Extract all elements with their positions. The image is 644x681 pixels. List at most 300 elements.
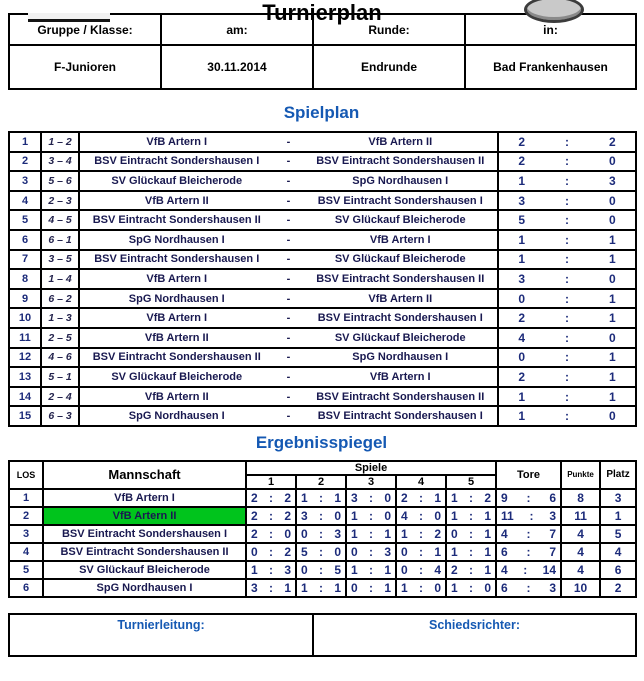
game-cell — [446, 525, 496, 543]
punkte-value: 10 — [561, 579, 600, 597]
team-separator: - — [286, 390, 291, 403]
game-colon: : — [469, 526, 474, 541]
game-colon: : — [419, 562, 423, 577]
info-header-in: in: — [465, 14, 636, 45]
game-away-goals: 0 — [434, 508, 441, 523]
home-team: SpG Nordhausen I — [128, 233, 225, 246]
tore-cell — [496, 489, 561, 507]
los-number: 4 — [9, 543, 43, 561]
team-separator: - — [286, 292, 291, 305]
away-score: 1 — [608, 311, 616, 326]
match-pairing: 3 – 5 — [41, 250, 79, 270]
spielplan-match-row — [9, 230, 636, 250]
away-team: BSV Eintracht Sondershausen I — [317, 410, 483, 423]
game-away-goals: 1 — [484, 526, 492, 541]
game-home-goals: 2 — [451, 562, 458, 577]
away-team: BSV Eintracht Sondershausen II — [316, 155, 485, 168]
away-team: VfB Artern I — [369, 233, 431, 246]
los-number: 2 — [9, 507, 43, 525]
team-cell: VfB Artern II — [43, 507, 246, 525]
home-score: 0 — [518, 350, 525, 365]
away-team: BSV Eintracht Sondershausen I — [317, 312, 483, 325]
team-separator: - — [286, 410, 291, 423]
los-number: 5 — [9, 561, 43, 579]
game-colon: : — [269, 508, 273, 523]
platz-value: 2 — [600, 579, 636, 597]
game-home-goals: 1 — [451, 508, 458, 523]
tore-cell — [496, 543, 561, 561]
team-separator: - — [286, 174, 291, 187]
spielplan-match-row — [9, 210, 636, 230]
spielplan-body — [9, 132, 636, 426]
tore-cell — [496, 561, 561, 579]
punkte-value: 11 — [561, 507, 600, 525]
match-number: 1 — [9, 132, 41, 152]
game-colon: : — [369, 562, 373, 577]
game2-header: 2 — [296, 475, 346, 489]
away-team: SpG Nordhausen I — [352, 351, 449, 364]
game-home-goals: 2 — [251, 526, 258, 541]
tore-home: 4 — [501, 526, 508, 541]
game-away-goals: 4 — [434, 562, 441, 577]
game-colon: : — [419, 490, 423, 505]
spielplan-match-row — [9, 269, 636, 289]
home-team: SV Glückauf Bleicherode — [111, 174, 243, 187]
match-pairing: 1 – 2 — [41, 132, 79, 152]
game-cell — [246, 543, 296, 561]
game-home-goals: 1 — [351, 562, 358, 577]
game-home-goals: 1 — [301, 580, 308, 595]
team-cell: VfB Artern I — [43, 489, 246, 507]
spielplan-match-row — [9, 367, 636, 387]
info-value-in: Bad Frankenhausen — [465, 45, 636, 89]
spielplan-match-row — [9, 328, 636, 348]
match-pairing: 4 – 6 — [41, 348, 79, 368]
tore-away: 7 — [549, 544, 557, 559]
mannschaft-header: Mannschaft — [43, 461, 246, 489]
home-score: 3 — [518, 271, 525, 286]
game-home-goals: 3 — [351, 490, 358, 505]
game-cell — [246, 561, 296, 579]
home-score: 1 — [518, 389, 525, 404]
tore-cell — [496, 507, 561, 525]
game-away-goals: 1 — [284, 580, 291, 595]
game-home-goals: 1 — [401, 526, 408, 541]
game-home-goals: 1 — [351, 508, 358, 523]
ergebnisspiegel-table — [8, 460, 637, 598]
game-cell — [296, 561, 346, 579]
game-colon: : — [419, 526, 423, 541]
game-colon: : — [469, 544, 474, 559]
page-title: Turnierplan — [262, 0, 382, 25]
spiele-header: Spiele — [246, 461, 496, 475]
game-colon: : — [469, 580, 474, 595]
game-home-goals: 1 — [451, 544, 458, 559]
game-home-goals: 1 — [301, 490, 308, 505]
tore-away: 3 — [549, 580, 557, 595]
game-home-goals: 0 — [351, 544, 358, 559]
game-cell — [296, 507, 346, 525]
away-team: SV Glückauf Bleicherode — [334, 331, 466, 344]
info-value-runde: Endrunde — [313, 45, 465, 89]
match-number: 9 — [9, 289, 41, 309]
punkte-value: 4 — [561, 543, 600, 561]
tore-header: Tore — [496, 461, 561, 489]
game-colon: : — [319, 508, 323, 523]
team-separator: - — [286, 214, 291, 227]
game-home-goals: 3 — [301, 508, 308, 523]
game-colon: : — [469, 562, 474, 577]
game-cell — [296, 579, 346, 597]
away-score: 0 — [608, 154, 616, 169]
away-score: 0 — [608, 409, 616, 424]
game-colon: : — [369, 490, 373, 505]
punkte-value: 8 — [561, 489, 600, 507]
match-number: 15 — [9, 406, 41, 426]
game-cell — [446, 543, 496, 561]
away-score: 3 — [608, 173, 616, 188]
home-score: 4 — [518, 330, 525, 345]
score-colon: : — [564, 271, 569, 286]
tore-colon: : — [526, 490, 531, 505]
game-away-goals: 0 — [484, 580, 492, 595]
game-away-goals: 2 — [284, 544, 291, 559]
game-away-goals: 1 — [384, 580, 391, 595]
home-score: 1 — [518, 409, 525, 424]
game-home-goals: 1 — [351, 526, 358, 541]
game-cell — [346, 489, 396, 507]
tore-home: 6 — [501, 544, 508, 559]
home-team: BSV Eintracht Sondershausen I — [94, 155, 260, 168]
game-away-goals: 5 — [334, 562, 341, 577]
punkte-value: 4 — [561, 561, 600, 579]
tore-colon: : — [526, 544, 531, 559]
team-separator: - — [286, 312, 291, 325]
away-score: 0 — [608, 193, 616, 208]
team-cell: SpG Nordhausen I — [43, 579, 246, 597]
game-colon: : — [269, 562, 273, 577]
game-colon: : — [369, 508, 373, 523]
home-team: VfB Artern I — [146, 312, 208, 325]
game1-header: 1 — [246, 475, 296, 489]
game-colon: : — [369, 580, 373, 595]
game-cell — [246, 489, 296, 507]
team-separator: - — [286, 194, 291, 207]
game-colon: : — [419, 580, 423, 595]
home-score: 1 — [518, 252, 525, 267]
game-home-goals: 1 — [401, 580, 408, 595]
game-away-goals: 1 — [484, 544, 492, 559]
game-cell — [346, 561, 396, 579]
tore-away: 6 — [549, 490, 557, 505]
game-cell — [246, 579, 296, 597]
game-colon: : — [419, 508, 423, 523]
game-away-goals: 0 — [434, 580, 441, 595]
spielplan-match-row — [9, 132, 636, 152]
score-colon: : — [564, 409, 569, 424]
game-away-goals: 3 — [384, 544, 391, 559]
ergebnis-row — [9, 561, 636, 579]
tore-away: 3 — [549, 508, 557, 523]
away-score: 1 — [608, 232, 616, 247]
game-home-goals: 0 — [401, 562, 408, 577]
away-score: 1 — [608, 369, 616, 384]
match-pairing: 2 – 4 — [41, 387, 79, 407]
team-cell: BSV Eintracht Sondershausen I — [43, 525, 246, 543]
away-score: 0 — [608, 271, 616, 286]
game-cell — [396, 579, 446, 597]
game5-header: 5 — [446, 475, 496, 489]
game-away-goals: 1 — [384, 562, 391, 577]
spielplan-match-row — [9, 308, 636, 328]
match-pairing: 5 – 6 — [41, 171, 79, 191]
tore-home: 11 — [501, 508, 514, 523]
spielplan-table — [8, 131, 637, 427]
home-score: 5 — [518, 213, 525, 228]
game-cell — [246, 525, 296, 543]
team-separator: - — [286, 351, 291, 364]
game-home-goals: 1 — [251, 562, 258, 577]
tore-colon: : — [523, 562, 528, 577]
away-score: 1 — [608, 350, 616, 365]
ergebnis-row — [9, 507, 636, 525]
spielplan-match-row — [9, 289, 636, 309]
info-value-am: 30.11.2014 — [161, 45, 313, 89]
ergebnisspiegel-heading: Ergebnisspiegel — [255, 432, 388, 452]
team-separator: - — [286, 253, 291, 266]
away-team: VfB Artern II — [368, 135, 433, 148]
game-cell — [346, 579, 396, 597]
game-away-goals: 3 — [284, 562, 291, 577]
team-cell: SV Glückauf Bleicherode — [43, 561, 246, 579]
game-home-goals: 4 — [401, 508, 408, 523]
game-cell — [396, 543, 446, 561]
game-away-goals: 3 — [334, 526, 341, 541]
game-cell — [446, 489, 496, 507]
tore-colon: : — [526, 526, 531, 541]
home-team: VfB Artern II — [144, 331, 209, 344]
schiedsrichter-label: Schiedsrichter: — [313, 614, 636, 656]
game-cell — [346, 543, 396, 561]
away-team: VfB Artern II — [368, 292, 433, 305]
game-away-goals: 0 — [384, 490, 391, 505]
game-cell — [446, 579, 496, 597]
game-home-goals: 0 — [251, 544, 258, 559]
ergebnis-row — [9, 489, 636, 507]
match-pairing: 6 – 3 — [41, 406, 79, 426]
game-away-goals: 1 — [484, 508, 492, 523]
game-colon: : — [469, 490, 474, 505]
score-colon: : — [564, 389, 569, 404]
tore-colon: : — [529, 508, 534, 523]
game-colon: : — [269, 490, 273, 505]
game-home-goals: 1 — [451, 490, 458, 505]
platz-header: Platz — [600, 461, 636, 489]
game-colon: : — [269, 526, 273, 541]
game-away-goals: 1 — [334, 580, 341, 595]
away-team: BSV Eintracht Sondershausen I — [317, 194, 483, 207]
match-number: 14 — [9, 387, 41, 407]
game-home-goals: 3 — [251, 580, 258, 595]
match-number: 13 — [9, 367, 41, 387]
info-header-runde: Runde: — [313, 14, 465, 45]
game-cell — [346, 507, 396, 525]
away-team: BSV Eintracht Sondershausen II — [316, 272, 485, 285]
team-separator: - — [286, 155, 291, 168]
match-number: 4 — [9, 191, 41, 211]
platz-value: 1 — [600, 507, 636, 525]
score-colon: : — [564, 213, 569, 228]
game-home-goals: 2 — [251, 490, 258, 505]
game-home-goals: 0 — [451, 526, 458, 541]
match-pairing: 2 – 3 — [41, 191, 79, 211]
score-colon: : — [564, 252, 569, 267]
game-colon: : — [419, 544, 423, 559]
game-away-goals: 0 — [334, 544, 341, 559]
home-score: 2 — [518, 154, 525, 169]
match-pairing: 1 – 4 — [41, 269, 79, 289]
tore-cell — [496, 525, 561, 543]
score-colon: : — [564, 154, 569, 169]
away-score: 1 — [608, 252, 616, 267]
game3-header: 3 — [346, 475, 396, 489]
game-colon: : — [319, 562, 323, 577]
score-colon: : — [564, 350, 569, 365]
game-away-goals: 2 — [434, 526, 441, 541]
spielplan-heading: Spielplan — [283, 103, 360, 122]
game-colon: : — [469, 508, 474, 523]
footer-table — [8, 613, 637, 657]
match-pairing: 6 – 1 — [41, 230, 79, 250]
home-team: SpG Nordhausen I — [128, 410, 225, 423]
ergebnisspiegel-header — [9, 461, 636, 489]
match-pairing: 2 – 5 — [41, 328, 79, 348]
score-colon: : — [564, 369, 569, 384]
game-cell — [396, 489, 446, 507]
game-away-goals: 1 — [334, 490, 341, 505]
tore-cell — [496, 579, 561, 597]
ergebnis-row — [9, 579, 636, 597]
ergebnis-body — [9, 489, 636, 597]
match-number: 5 — [9, 210, 41, 230]
spielplan-match-row — [9, 250, 636, 270]
home-score: 2 — [518, 311, 525, 326]
tore-home: 4 — [501, 562, 508, 577]
game-cell — [446, 507, 496, 525]
los-header: LOS — [9, 461, 43, 489]
team-separator: - — [286, 272, 291, 285]
match-pairing: 5 – 1 — [41, 367, 79, 387]
game-colon: : — [319, 490, 323, 505]
score-colon: : — [564, 330, 569, 345]
game-away-goals: 0 — [284, 526, 291, 541]
platz-value: 4 — [600, 543, 636, 561]
match-pairing: 6 – 2 — [41, 289, 79, 309]
game-home-goals: 2 — [251, 508, 258, 523]
game-cell — [296, 489, 346, 507]
home-team: BSV Eintracht Sondershausen I — [94, 253, 260, 266]
game-cell — [446, 561, 496, 579]
game-away-goals: 0 — [384, 508, 391, 523]
match-number: 3 — [9, 171, 41, 191]
home-team: VfB Artern II — [144, 390, 209, 403]
away-score: 1 — [608, 389, 616, 404]
team-separator: - — [286, 331, 291, 344]
home-team: VfB Artern I — [146, 272, 208, 285]
game-cell — [346, 525, 396, 543]
home-team: VfB Artern II — [144, 194, 209, 207]
away-team: VfB Artern I — [369, 370, 431, 383]
game-away-goals: 1 — [484, 562, 492, 577]
game-colon: : — [369, 544, 373, 559]
score-colon: : — [564, 134, 569, 149]
match-number: 2 — [9, 152, 41, 172]
tore-away: 7 — [549, 526, 557, 541]
tore-away: 14 — [542, 562, 557, 577]
platz-value: 5 — [600, 525, 636, 543]
home-team: SpG Nordhausen I — [128, 292, 225, 305]
game-home-goals: 1 — [451, 580, 458, 595]
away-score: 1 — [608, 291, 616, 306]
game-away-goals: 2 — [284, 490, 291, 505]
info-value-gruppe: F-Junioren — [9, 45, 161, 89]
away-team: BSV Eintracht Sondershausen II — [316, 390, 485, 403]
game-colon: : — [269, 580, 273, 595]
home-team: BSV Eintracht Sondershausen II — [92, 351, 261, 364]
game-cell — [296, 543, 346, 561]
team-separator: - — [286, 370, 291, 383]
score-colon: : — [564, 173, 569, 188]
home-score: 2 — [518, 134, 525, 149]
home-score: 3 — [518, 193, 525, 208]
los-number: 3 — [9, 525, 43, 543]
game-home-goals: 0 — [401, 544, 408, 559]
los-number: 1 — [9, 489, 43, 507]
match-number: 8 — [9, 269, 41, 289]
game-away-goals: 0 — [334, 508, 341, 523]
home-team: BSV Eintracht Sondershausen II — [92, 214, 261, 227]
game-away-goals: 1 — [384, 526, 391, 541]
team-separator: - — [286, 233, 291, 246]
match-number: 7 — [9, 250, 41, 270]
game-cell — [296, 525, 346, 543]
score-colon: : — [564, 193, 569, 208]
match-number: 6 — [9, 230, 41, 250]
game-colon: : — [319, 580, 323, 595]
game-colon: : — [369, 526, 373, 541]
match-pairing: 4 – 5 — [41, 210, 79, 230]
game-away-goals: 2 — [484, 490, 492, 505]
away-score: 0 — [608, 330, 616, 345]
game-home-goals: 0 — [301, 526, 308, 541]
match-number: 12 — [9, 348, 41, 368]
spielplan-match-row — [9, 387, 636, 407]
match-number: 11 — [9, 328, 41, 348]
info-header-gruppe: Gruppe / Klasse: — [9, 14, 161, 45]
match-number: 10 — [9, 308, 41, 328]
spielplan-match-row — [9, 406, 636, 426]
home-team: SV Glückauf Bleicherode — [111, 370, 243, 383]
tore-colon: : — [526, 580, 531, 595]
home-score: 1 — [518, 232, 525, 247]
ergebnis-row — [9, 543, 636, 561]
ergebnis-row — [9, 525, 636, 543]
home-score: 0 — [518, 291, 525, 306]
match-pairing: 1 – 3 — [41, 308, 79, 328]
match-pairing: 3 – 4 — [41, 152, 79, 172]
game-colon: : — [269, 544, 273, 559]
game-cell — [396, 561, 446, 579]
